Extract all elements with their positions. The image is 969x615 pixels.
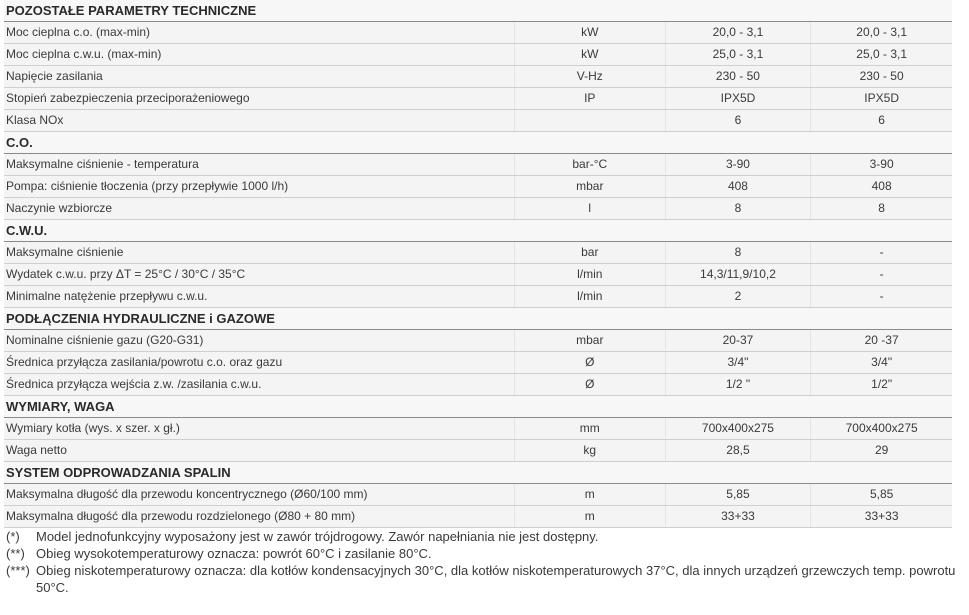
value-model-1: 20-37: [666, 330, 812, 351]
table-row: [4, 88, 952, 110]
table-row: [4, 374, 952, 396]
value-model-2: -: [879, 267, 884, 281]
value-model-2: 29: [874, 443, 889, 457]
value-model-2: 1/2": [871, 377, 893, 391]
unit-cell: kg: [515, 440, 666, 461]
footnote: [6, 545, 956, 562]
param-label: Napięcie zasilania: [4, 66, 515, 87]
value-model-1: 2: [666, 286, 812, 307]
footnote-text: Obieg niskotemperaturowy oznacza: dla kotłów kondensacyjnych 30°C, dla kotłów niskotemperaturowych 37°C, dla innych urządzeń grzewczych temp. powrotu 50°C.: [36, 563, 956, 595]
unit-cell: mm: [515, 418, 666, 439]
table-row: [4, 330, 952, 352]
value-model-1: 700x400x275: [666, 418, 812, 439]
param-label: Moc cieplna c.o. (max-min): [4, 22, 515, 43]
param-label: Maksymalna długość dla przewodu koncentrycznego (Ø60/100 mm): [4, 484, 515, 505]
footnotes: [6, 528, 956, 596]
table-row: [4, 242, 952, 264]
table-row: [4, 506, 952, 528]
value-model-2: 20,0 - 3,1: [856, 25, 907, 39]
table-row: [4, 418, 952, 440]
section-header: C.W.U.: [4, 220, 952, 242]
value-model-1: 33+33: [666, 506, 812, 527]
param-label: Pompa: ciśnienie tłoczenia (przy przepływie 1000 l/h): [4, 176, 515, 197]
table-row: [4, 176, 952, 198]
footnote-mark: (***): [6, 563, 30, 578]
value-model-1: 230 - 50: [666, 66, 812, 87]
value-model-2: 408: [871, 179, 892, 193]
section-header: C.O.: [4, 132, 952, 154]
param-label: Klasa NOx: [4, 110, 515, 131]
value-model-2: 6: [878, 113, 885, 127]
footnote-text: Obieg wysokotemperaturowy oznacza: powrót 60°C i zasilanie 80°C.: [36, 546, 432, 561]
spec-table: [4, 0, 952, 528]
value-model-2: 230 - 50: [859, 69, 904, 83]
param-label: Nominalne ciśnienie gazu (G20-G31): [4, 330, 515, 351]
unit-cell: bar: [515, 242, 666, 263]
param-label: Wymiary kotła (wys. x szer. x gł.): [4, 418, 515, 439]
table-row: [4, 484, 952, 506]
unit-cell: kW: [515, 22, 666, 43]
value-model-1: 8: [666, 242, 812, 263]
unit-cell: Ø: [515, 352, 666, 373]
unit-cell: kW: [515, 44, 666, 65]
param-label: Waga netto: [4, 440, 515, 461]
value-model-2: 5,85: [869, 487, 894, 501]
value-model-1: 20,0 - 3,1: [666, 22, 812, 43]
value-model-1: IPX5D: [666, 88, 812, 109]
unit-cell: IP: [515, 88, 666, 109]
section-header: PODŁĄCZENIA HYDRAULICZNE i GAZOWE: [4, 308, 952, 330]
footnote: [6, 528, 956, 545]
unit-cell: V-Hz: [515, 66, 666, 87]
value-model-1: 14,3/11,9/10,2: [666, 264, 812, 285]
unit-cell: m: [515, 506, 666, 527]
value-model-1: 408: [666, 176, 812, 197]
param-label: Minimalne natężenie przepływu c.w.u.: [4, 286, 515, 307]
footnote-mark: (**): [6, 546, 25, 561]
value-model-1: 28,5: [666, 440, 812, 461]
value-model-1: 3-90: [666, 154, 812, 175]
table-row: [4, 198, 952, 220]
value-model-2: 25,0 - 3,1: [856, 47, 907, 61]
param-label: Maksymalna długość dla przewodu rozdzielonego (Ø80 + 80 mm): [4, 506, 515, 527]
param-label: Stopień zabezpieczenia przeciporażeniowego: [4, 88, 515, 109]
value-model-2: 8: [878, 201, 885, 215]
unit-cell: [515, 110, 666, 131]
value-model-1: 6: [666, 110, 812, 131]
table-row: [4, 110, 952, 132]
unit-cell: Ø: [515, 374, 666, 395]
footnote-text: Model jednofunkcyjny wyposażony jest w zawór trójdrogowy. Zawór napełniania nie jest dostępny.: [36, 529, 599, 544]
param-label: Moc cieplna c.w.u. (max-min): [4, 44, 515, 65]
table-row: [4, 264, 952, 286]
value-model-1: 5,85: [666, 484, 812, 505]
value-model-2: 3/4": [871, 355, 893, 369]
unit-cell: l/min: [515, 264, 666, 285]
unit-cell: bar-°C: [515, 154, 666, 175]
unit-cell: l/min: [515, 286, 666, 307]
value-model-2: 33+33: [864, 509, 899, 523]
value-model-2: 20 -37: [864, 333, 899, 347]
table-row: [4, 352, 952, 374]
section-header: POZOSTAŁE PARAMETRY TECHNICZNE: [4, 0, 952, 22]
param-label: Maksymalne ciśnienie: [4, 242, 515, 263]
value-model-2: IPX5D: [864, 91, 899, 105]
footnote-mark: (*): [6, 529, 20, 544]
section-header: SYSTEM ODPROWADZANIA SPALIN: [4, 462, 952, 484]
value-model-1: 8: [666, 198, 812, 219]
table-row: [4, 22, 952, 44]
table-row: [4, 286, 952, 308]
unit-cell: m: [515, 484, 666, 505]
param-label: Wydatek c.w.u. przy ΔT = 25°C / 30°C / 35°C: [4, 264, 515, 285]
value-model-2: 700x400x275: [845, 421, 918, 435]
table-row: [4, 44, 952, 66]
param-label: Średnica przyłącza wejścia z.w. /zasilania c.w.u.: [4, 374, 515, 395]
footnote: [6, 562, 956, 596]
value-model-1: 3/4": [666, 352, 812, 373]
unit-cell: l: [515, 198, 666, 219]
value-model-2: 3-90: [869, 157, 894, 171]
table-row: [4, 66, 952, 88]
unit-cell: mbar: [515, 330, 666, 351]
table-row: [4, 440, 952, 462]
param-label: Maksymalne ciśnienie - temperatura: [4, 154, 515, 175]
param-label: Średnica przyłącza zasilania/powrotu c.o. oraz gazu: [4, 352, 515, 373]
param-label: Naczynie wzbiorcze: [4, 198, 515, 219]
section-header: WYMIARY, WAGA: [4, 396, 952, 418]
value-model-1: 1/2 ": [666, 374, 812, 395]
value-model-1: 25,0 - 3,1: [666, 44, 812, 65]
value-model-2: -: [879, 289, 884, 303]
table-row: [4, 154, 952, 176]
unit-cell: mbar: [515, 176, 666, 197]
value-model-2: -: [879, 245, 884, 259]
